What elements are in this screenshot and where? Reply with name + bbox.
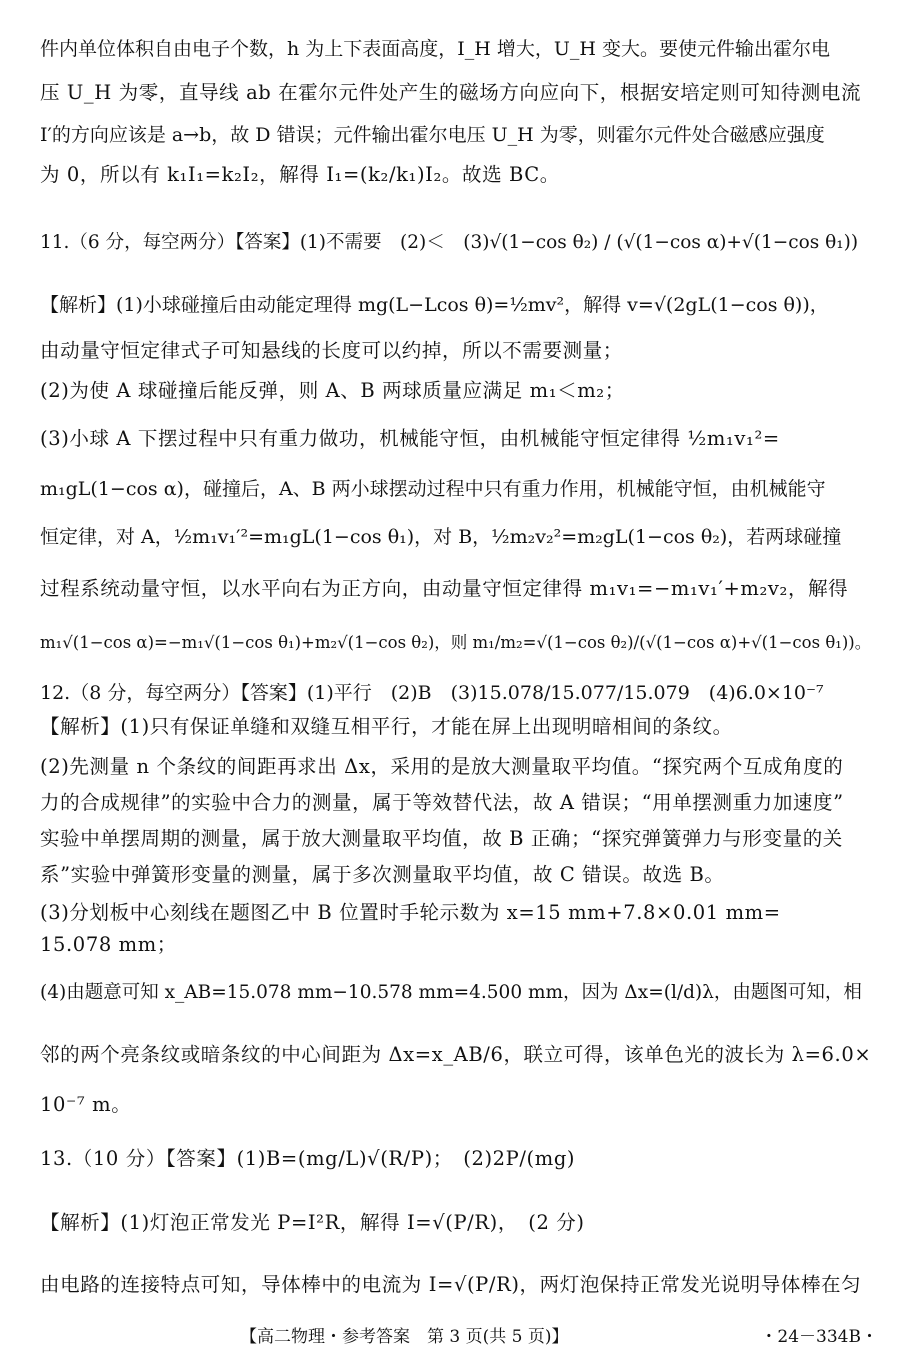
text-line: 【解析】(1)小球碰撞后由动能定理得 mg(L−Lcos θ)=½mv²，解得 v=√(2gL(1−cos θ))， bbox=[40, 294, 829, 316]
text-line: 15.078 mm； bbox=[40, 933, 177, 956]
text-line: 压 U_H 为零，直导线 ab 在霍尔元件处产生的磁场方向应向下，根据安培定则可知待测电流 bbox=[40, 81, 862, 104]
text-line: 【解析】(1)灯泡正常发光 P=I²R，解得 I=√(P/R)， (2 分) bbox=[40, 1211, 585, 1234]
footer-page-info: 【高二物理・参考答案 第 3 页(共 5 页)】 bbox=[240, 1327, 569, 1347]
question-13-answer: 13.（10 分）【答案】(1)B=(mg/L)√(R/P)； (2)2P/(mg) bbox=[40, 1147, 576, 1170]
text-line: 系”实验中弹簧形变量的测量，属于多次测量取平均值，故 C 错误。故选 B。 bbox=[40, 863, 725, 886]
text-line: 过程系统动量守恒，以水平向右为正方向，由动量守恒定律得 m₁v₁=−m₁v₁′+m₂v₂，解得 bbox=[40, 577, 849, 600]
text-line: 为 0，所以有 k₁I₁=k₂I₂，解得 I₁=(k₂/k₁)I₂。故选 BC。 bbox=[40, 163, 560, 186]
text-line: (2)为使 A 球碰撞后能反弹，则 A、B 两球质量应满足 m₁＜m₂； bbox=[40, 379, 625, 402]
text-line: I′的方向应该是 a→b，故 D 错误；元件输出霍尔电压 U_H 为零，则霍尔元件处合磁感应强度 bbox=[40, 124, 825, 146]
text-line: 邻的两个亮条纹或暗条纹的中心间距为 Δx=x_AB/6，联立可得，该单色光的波长为 λ=6.0× bbox=[40, 1043, 872, 1066]
text-line: (4)由题意可知 x_AB=15.078 mm−10.578 mm=4.500 mm，因为 Δx=(l/d)λ，由题图可知，相 bbox=[40, 982, 862, 1003]
text-line: 实验中单摆周期的测量，属于放大测量取平均值，故 B 正确；“探究弹簧弹力与形变量的关 bbox=[40, 827, 843, 850]
question-11-answer: 11.（6 分，每空两分）【答案】(1)不需要 (2)＜ (3)√(1−cos θ₂) / (√(1−cos α)+√(1−cos θ₁)) bbox=[40, 232, 859, 253]
text-line: (3)分划板中心刻线在题图乙中 B 位置时手轮示数为 x=15 mm+7.8×0.01 mm= bbox=[40, 901, 781, 924]
text-line: 由动量守恒定律式子可知悬线的长度可以约掉，所以不需要测量； bbox=[40, 339, 623, 362]
text-line: 件内单位体积自由电子个数，h 为上下表面高度，I_H 增大，U_H 变大。要使元件输出霍尔电 bbox=[40, 38, 831, 60]
text-line: 【解析】(1)只有保证单缝和双缝互相平行，才能在屏上出现明暗相间的条纹。 bbox=[40, 715, 733, 738]
text-line: m₁gL(1−cos α)，碰撞后，A、B 两小球摆动过程中只有重力作用，机械能守恒，由机械能守 bbox=[40, 478, 826, 500]
text-line: m₁√(1−cos α)=−m₁√(1−cos θ₁)+m₂√(1−cos θ₂)，则 m₁/m₂=√(1−cos θ₂)/(√(1−cos α)+√(1−cos θ₁))。 bbox=[40, 633, 872, 652]
text-line: 恒定律，对 A，½m₁v₁′²=m₁gL(1−cos θ₁)，对 B，½m₂v₂²=m₂gL(1−cos θ₂)，若两球碰撞 bbox=[40, 526, 842, 548]
text-line: 10⁻⁷ m。 bbox=[40, 1093, 132, 1116]
text-line: (3)小球 A 下摆过程中只有重力做功，机械能守恒，由机械能守恒定律得 ½m₁v₁²= bbox=[40, 427, 780, 450]
question-12-answer: 12.（8 分，每空两分）【答案】(1)平行 (2)B (3)15.078/15.077/15.079 (4)6.0×10⁻⁷ bbox=[40, 682, 824, 704]
text-line: 由电路的连接特点可知，导体棒中的电流为 I=√(P/R)，两灯泡保持正常发光说明导体棒在匀 bbox=[40, 1273, 862, 1296]
text-line: (2)先测量 n 个条纹的间距再求出 Δx，采用的是放大测量取平均值。“探究两个互成角度的 bbox=[40, 755, 844, 778]
footer-code: ・24－334B・ bbox=[760, 1327, 878, 1347]
text-line: 力的合成规律”的实验中合力的测量，属于等效替代法，故 A 错误；“用单摆测重力加速度” bbox=[40, 791, 844, 814]
